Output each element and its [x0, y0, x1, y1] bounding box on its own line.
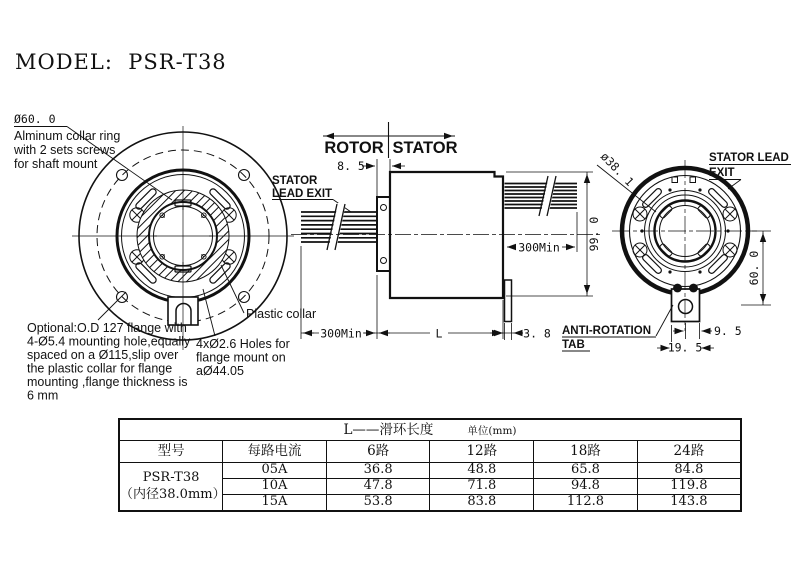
cell-current: 05A	[223, 463, 327, 479]
table-title: L——滑环长度	[343, 421, 434, 438]
stator-lead-length-dim: 300Min	[518, 240, 560, 255]
table-unit: 单位(mm)	[467, 424, 517, 437]
page-title: MODEL: PSR-T38	[15, 50, 227, 74]
col-header-6ckt: 6路	[326, 441, 430, 463]
cell-length: 47.8	[326, 479, 430, 495]
rotor-lead-length-dim: 300Min	[320, 326, 362, 341]
tab-offset-dim: 9. 5	[714, 324, 742, 338]
plastic-collar-label: Plastic collar	[246, 307, 317, 321]
lead-exit-slot	[672, 177, 678, 183]
cell-length: 83.8	[430, 495, 534, 512]
cell-length: 48.8	[430, 463, 534, 479]
dimension-table	[118, 418, 742, 512]
rotor-label: ROTOR	[324, 139, 384, 157]
col-header-model: 型号	[119, 441, 223, 463]
stator-lead-wires	[505, 184, 578, 209]
tab-radius-dim: 60. 0	[747, 250, 761, 286]
cell-length: 36.8	[326, 463, 430, 479]
col-header-24ckt: 24路	[637, 441, 741, 463]
leader-line	[656, 305, 673, 336]
anti-rotation-label: TAB	[562, 339, 585, 351]
collar-flange-side	[377, 197, 390, 271]
side-view-drawing	[272, 122, 601, 341]
cell-length: 84.8	[637, 463, 741, 479]
anti-rotation-label: ANTI-ROTATION	[562, 325, 652, 337]
collar-note-line: with 2 sets screws	[14, 143, 116, 157]
optional-note-line: 4-Ø5.4 mounting hole,equally	[27, 334, 191, 349]
mounting-hole	[117, 170, 128, 181]
optional-note-line: mounting ,flange thickness is	[27, 375, 188, 389]
cell-length: 112.8	[534, 495, 638, 512]
holes-note-line: flange mount on	[196, 350, 286, 365]
cell-length: 65.8	[534, 463, 638, 479]
stator-lead-exit-label: EXIT	[709, 167, 735, 179]
cell-current: 15A	[223, 495, 327, 512]
optional-note-line: spaced on a Ø115,slip over	[27, 348, 179, 362]
dia-60-label: Ø60. 0	[14, 112, 56, 126]
cell-length: 119.8	[637, 479, 741, 495]
ring-length-dim: L	[435, 326, 443, 341]
lead-exit-slot	[690, 177, 696, 183]
model-cell	[119, 463, 226, 512]
stator-lead-exit-label: STATOR LEAD	[709, 152, 789, 164]
model-name: PSR-T38	[142, 470, 200, 486]
optional-note-line: Optional:O.D 127 flange with	[27, 321, 187, 335]
flange-thickness-dim: 8. 5	[337, 159, 365, 173]
col-header-18ckt: 18路	[534, 441, 638, 463]
stator-lead-label: STATOR	[272, 175, 318, 187]
body-diameter-dim: 99. 0	[587, 216, 601, 252]
optional-note-line: the plastic collar for flange	[27, 361, 173, 376]
tab-width-dim: 19. 5	[667, 340, 703, 355]
stator-label: STATOR	[392, 139, 458, 157]
holes-note-line: 4xØ2.6 Holes for	[196, 337, 290, 351]
cell-current: 10A	[223, 479, 327, 495]
stator-lead-label: LEAD EXIT	[272, 188, 333, 200]
cell-length: 143.8	[637, 495, 741, 512]
holes-note-line: aØ44.05	[196, 364, 244, 378]
rear-view-drawing	[612, 160, 757, 331]
optional-note-line: 6 mm	[27, 388, 59, 403]
leader-line	[98, 292, 126, 320]
cell-length: 71.8	[430, 479, 534, 495]
dia-38-label: ø38. 1	[597, 149, 637, 189]
stator-body	[390, 172, 503, 298]
collar-note-line: Alminum collar ring	[14, 129, 121, 143]
cell-length: 94.8	[534, 479, 638, 495]
tab-thickness-dim: 3. 8	[523, 326, 551, 341]
col-header-current: 每路电流	[223, 441, 327, 463]
col-header-12ckt: 12路	[430, 441, 534, 463]
collar-note-line: for shaft mount	[14, 157, 98, 171]
cell-length: 53.8	[326, 495, 430, 512]
model-bore-note: （内径38.0mm）	[120, 486, 226, 502]
anti-rotation-tab-side	[505, 280, 512, 322]
table-row	[119, 463, 741, 479]
anti-rotation-tab-rear	[672, 284, 700, 322]
